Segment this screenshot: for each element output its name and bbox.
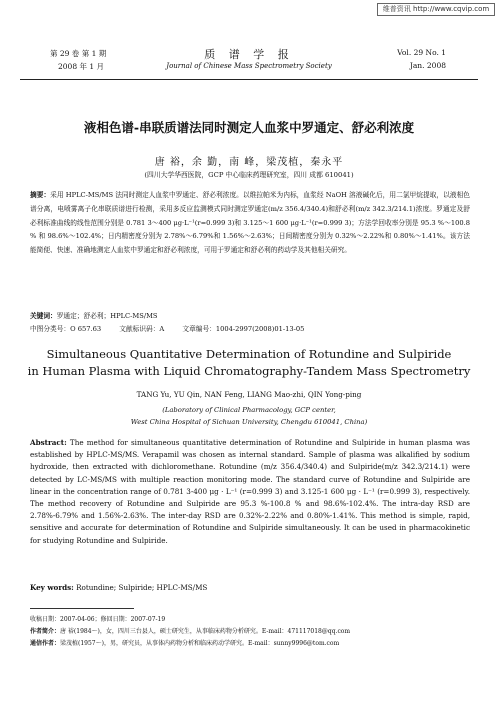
title-en-line1: Simultaneous Quantitative Determination of Rotundine and Sulpiride: [46, 347, 452, 361]
affiliation-en-line2: West China Hospital of Sichuan University, Chengdu 610041, China): [130, 418, 368, 426]
author-bio-text: 唐 裕(1984～)，女，四川三台县人，硕士研究生，从事临床药物分析研究。E-mail：471117018@qq.com: [60, 628, 351, 635]
corresponding-author-text: 梁茂植(1957～)，男，研究员，从事体内药物分析和临床药动学研究。E-mail：sunny9996@tom.com: [60, 640, 340, 647]
authors-en: TANG Yu, YU Qin, NAN Feng, LIANG Mao-zhi, QIN Yong-ping: [136, 390, 362, 399]
keywords-cn-label: 关键词：: [30, 312, 57, 320]
abstract-en-text: The method for simultaneous quantitative determination of Rotundine and Sulpiride in human plasma was established by HPLC-MS/MS. Verapamil was chosen as internal standard. Sample of plasma was alkalified by sodium hydroxide, then extracted with dichloromethane. Rotundine (m/z 356.4/340.4) and Sulpiride(m/z 342.3/214.1) were detected by LC-MS/MS with multiple reaction monitoring mode. The standard curve of Rotundine and Sulpiride are linear in the concentration range of 0.781 3-400 μg · L⁻¹ (r=0.999 3) and 3.125-1 600 μg · L⁻¹ (r=0.999 3), respectively. The method recovery of Rotundine and Sulpiride are 95.3 %-100.8 % and 98.6%-102.4%. The intra-day RSD are 2.78%-6.79% and 1.56%-2.63%. The inter-day RSD are 0.32%-2.22% and 0.80%-1.41%. This method is simple, rapid, sensitive and accurate for determination of Rotundine and Sulpiride simultaneously. It can be used in pharmacokinetic for studying Rotundine and Sulpiride.: [30, 438, 470, 545]
keywords-cn-text: 罗通定；舒必利；HPLC-MS/MS: [56, 312, 158, 320]
affiliation-en: [0, 404, 498, 428]
clc-number: 中图分类号：O 657.63: [30, 325, 102, 333]
abstract-en-label: Abstract:: [30, 438, 67, 447]
keywords-cn: [30, 310, 158, 320]
classification-cn: [30, 323, 470, 333]
affiliation-cn: (四川大学华西医院，GCP 中心临床药理研究室，四川 成都 610041): [144, 171, 354, 179]
abstract-en: [30, 437, 470, 547]
journal-header: [0, 48, 498, 78]
journal-name-en: Journal of Chinese Mass Spectrometry Society: [166, 62, 332, 70]
keywords-en-text: Rotundine; Sulpiride; HPLC-MS/MS: [76, 583, 208, 592]
keywords-en: [30, 583, 207, 592]
keywords-en-label: Key words:: [30, 583, 74, 592]
date-cn: 2008 年 1 月: [58, 62, 105, 71]
author-bio-label: 作者简介：: [30, 628, 61, 635]
corresponding-author: [30, 638, 480, 650]
document-code: 文献标识码：A: [119, 325, 165, 333]
title-en: [0, 346, 498, 380]
volume-en: Vol. 29 No. 1: [397, 48, 446, 57]
header-rule: [20, 79, 478, 80]
date-en: Jan. 2008: [409, 61, 446, 70]
article-number: 文章编号：1004-2997(2008)01-13-05: [182, 325, 305, 333]
footnotes: [30, 614, 480, 650]
journal-name-cn: 质 谱 学 报: [204, 48, 294, 61]
abstract-cn-label: 摘要：: [30, 191, 51, 199]
footnote-rule: [30, 608, 134, 609]
title-en-line2: in Human Plasma with Liquid Chromatography-Tandem Mass Spectrometry: [27, 364, 471, 378]
author-bio: [30, 626, 480, 638]
source-watermark: 维普资讯 http://www.cqvip.com: [377, 3, 495, 16]
authors-cn: 唐 裕，余 勤，南 峰，梁茂植，秦永平: [154, 157, 344, 168]
abstract-cn: [30, 189, 470, 258]
volume-cn: 第 29 卷 第 1 期: [50, 49, 107, 58]
affiliation-en-line1: (Laboratory of Clinical Pharmacology, GCP center,: [162, 406, 336, 414]
corresponding-author-label: 通信作者：: [30, 640, 61, 647]
received-date: 收稿日期：2007-04-06；修回日期：2007-07-19: [30, 616, 166, 623]
abstract-cn-text: 采用 HPLC-MS/MS 法同时测定人血浆中罗通定、舒必利浓度。以维拉帕米为内标，血浆经 NaOH 溶液碱化后，用二氯甲烷提取，以液相色谱分离，电喷雾离子化串联质谱进行检测，采用多反应监测模式同时测定罗通定(m/z 356.4/340.4)和舒必利(m/z 342.3/214.1)浓度。罗通定及舒必利标准曲线的线性范围分别是 0.781 3～400 μg·L⁻¹(r=0.999 3)和 3.125～1 600 μg·L⁻¹(r=0.999 3)；方法学回收率分别是 95.3 %～100.8 % 和 98.6%～102.4%；日内精密度分别为 2.78%～6.79%和 1.56%～2.63%；日间精密度分别为 0.32%～2.22%和 0.80%～1.41%。该方法能简便、快速、准确地测定人血浆中罗通定和舒必利浓度，可用于罗通定和舒必利的药动学及其他相关研究。: [30, 191, 470, 255]
title-cn: 液相色谱-串联质谱法同时测定人血浆中罗通定、舒必利浓度: [83, 120, 415, 135]
